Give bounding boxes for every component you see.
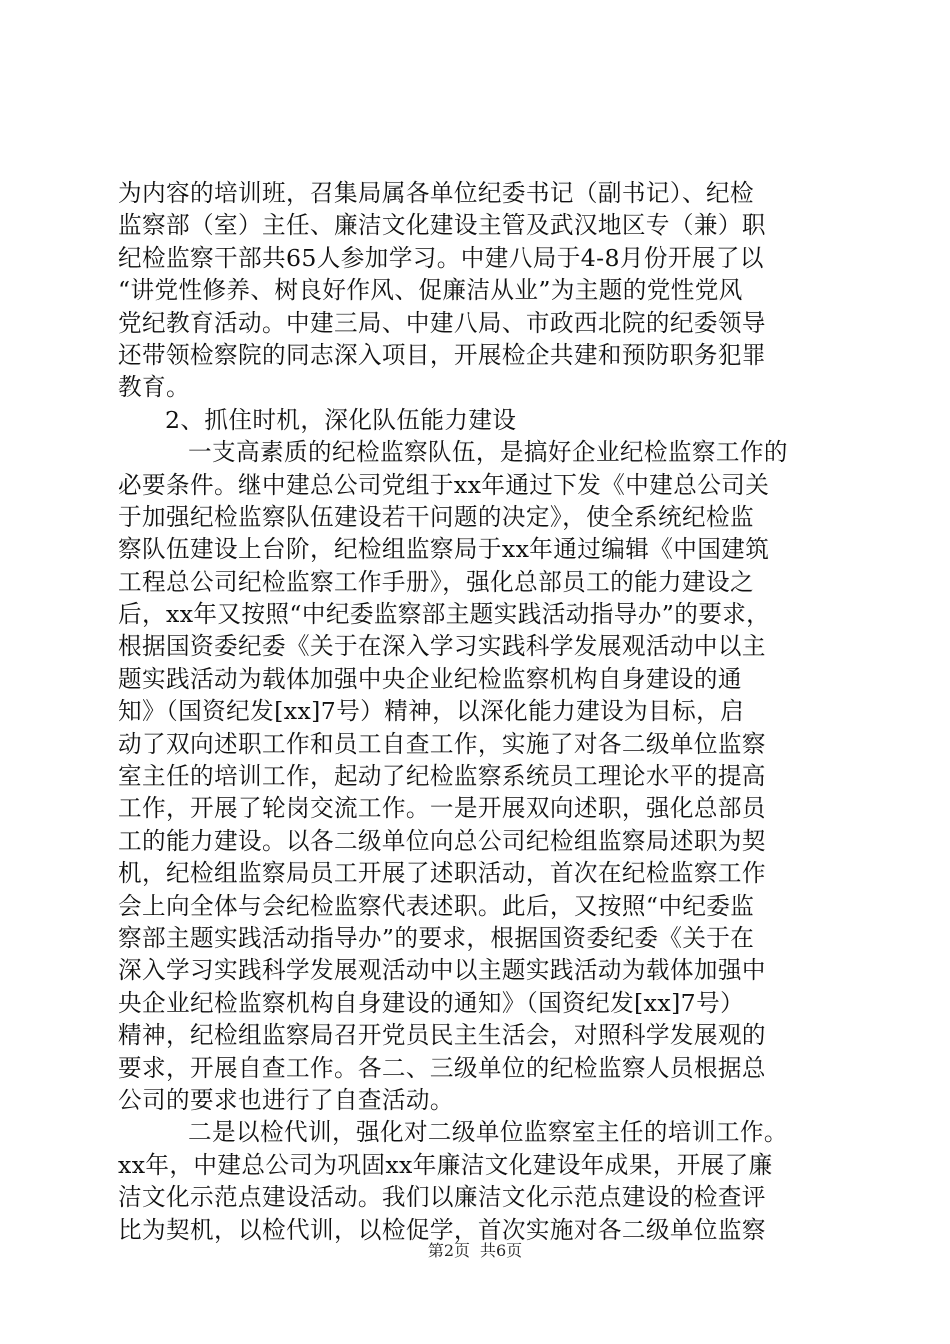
text-line: 动了双向述职工作和员工自查工作，实施了对各二级单位监察 <box>118 729 766 758</box>
text-line: 室主任的培训工作，起动了纪检监察系统员工理论水平的提高 <box>118 762 766 791</box>
text-line: 洁文化示范点建设活动。我们以廉洁文化示范点建设的检查评 <box>118 1183 766 1212</box>
section-heading: 2、抓住时机，深化队伍能力建设 <box>165 405 517 434</box>
text-line: xx年，中建总公司为巩固xx年廉洁文化建设年成果，开展了廉 <box>118 1150 773 1179</box>
text-line: 还带领检察院的同志深入项目，开展检企共建和预防职务犯罪 <box>118 340 766 369</box>
text-line: 二是以检代训，强化对二级单位监察室主任的培训工作。 <box>188 1118 788 1147</box>
text-line: 为内容的培训班，召集局属各单位纪委书记（副书记）、纪检 <box>118 179 755 207</box>
text-line: 根据国资委纪委《关于在深入学习实践科学发展观活动中以主 <box>118 632 766 661</box>
text-line: 一支高素质的纪检监察队伍，是搞好企业纪检监察工作的 <box>188 438 788 467</box>
text-line: 工作，开展了轮岗交流工作。一是开展双向述职，强化总部员 <box>118 794 766 823</box>
text-line: 会上向全体与会纪检监察代表述职。此后，又按照“中纪委监 <box>118 891 755 920</box>
text-line: 纪检监察干部共65人参加学习。中建八局于4-8月份开展了以 <box>118 243 764 272</box>
text-line: 察部主题实践活动指导办”的要求，根据国资委纪委《关于在 <box>118 923 755 952</box>
text-line: 工的能力建设。以各二级单位向总公司纪检组监察局述职为契 <box>118 826 766 855</box>
text-line: 要求，开展自查工作。各二、三级单位的纪检监察人员根据总 <box>118 1053 766 1082</box>
text-line: 察队伍建设上台阶，纪检组监察局于xx年通过编辑《中国建筑 <box>118 535 770 564</box>
text-line: 工程总公司纪检监察工作手册》，强化总部员工的能力建设之 <box>118 567 755 596</box>
page-footer <box>0 1240 950 1262</box>
text-line: 央企业纪检监察机构自身建设的通知》（国资纪发[xx]7号） <box>118 988 745 1017</box>
body-text <box>118 177 838 1246</box>
page-total: 共6页 <box>480 1241 523 1260</box>
text-line: 党纪教育活动。中建三局、中建八局、市政西北院的纪委领导 <box>118 308 766 337</box>
text-line: 题实践活动为载体加强中央企业纪检监察机构自身建设的通 <box>118 664 742 693</box>
text-line: 公司的要求也进行了自查活动。 <box>118 1085 454 1114</box>
text-line: 教育。 <box>118 373 190 402</box>
text-line: “讲党性修养、树良好作风、促廉洁从业”为主题的党性党风 <box>118 276 743 305</box>
text-line: 必要条件。继中建总公司党组于xx年通过下发《中建总公司关 <box>118 470 770 499</box>
page-number: 第2页 <box>427 1241 470 1260</box>
text-line: 于加强纪检监察队伍建设若干问题的决定》，使全系统纪检监 <box>118 502 755 531</box>
text-line: 精神，纪检组监察局召开党员民主生活会，对照科学发展观的 <box>118 1021 766 1050</box>
text-line: 深入学习实践科学发展观活动中以主题实践活动为载体加强中 <box>118 956 766 985</box>
text-line: 监察部（室）主任、廉洁文化建设主管及武汉地区专（兼）职 <box>118 211 766 240</box>
text-line: 比为契机，以检代训，以检促学，首次实施对各二级单位监察 <box>118 1215 766 1244</box>
text-line: 机，纪检组监察局员工开展了述职活动，首次在纪检监察工作 <box>118 859 766 888</box>
text-line: 知》（国资纪发[xx]7号）精神，以深化能力建设为目标，启 <box>118 697 745 726</box>
text-line: 后，xx年又按照“中纪委监察部主题实践活动指导办”的要求， <box>118 600 771 629</box>
